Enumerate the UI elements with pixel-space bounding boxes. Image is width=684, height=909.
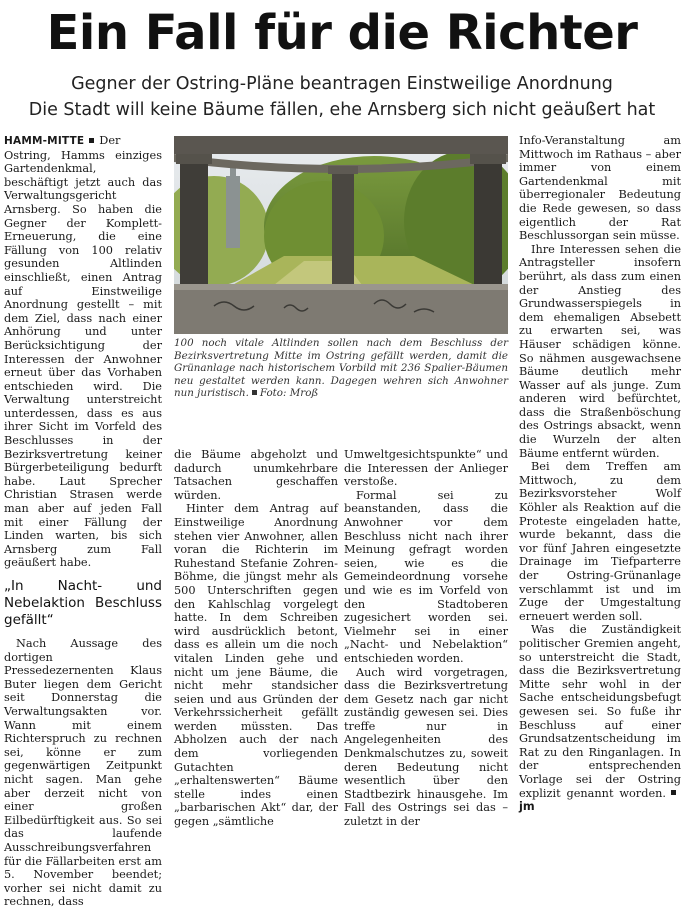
caption-text: 100 noch vitale Altlinden sollen nach dem Beschluss der Bezirksvertretung Mitte im Ostring gefällt werden, damit die Grünanlage nach historischem Vorbild mit 236 Spalier-Bäumen neu gestaltet werden kann. Dagegen wehren sich Anwohner nun juristisch. [174,337,508,400]
paragraph-text: Was die Zuständigkeit politischer Gremien angeht, so unterstreicht die Stadt, dass die Bezirksvertretung Mitte sehr wohl in der Sache entscheidungsbefugt gewesen sei. So fuße ihr Beschluss auf einer Grundsatzentscheidung im Rat zu den Ringanlagen. In der entsprechenden Vorlage sei der Ostring explizit genannt worden. [519,623,681,800]
photo-credit: Foto: Mroß [259,387,319,400]
author-initials: jm [519,800,535,814]
photo-caption [174,337,508,400]
paragraph: Auch wird vorgetragen, dass die Bezirksvertretung dem Gesetz nach gar nicht zuständig gewesen sei. Dies treffe nur in Angelegenheiten des Denkmalschutzes zu, soweit deren Bedeutung nicht wesentlich über den Stadtbezirk hinausgehe. Im Fall des Ostrings sei das – zuletzt in der [344,665,508,829]
paragraph: Umweltgesichtspunkte“ und die Interessen der Anlieger verstoße. [344,448,508,489]
column-4 [519,134,681,814]
section-subhead: „In Nacht- und Nebelaktion Beschluss gefällt“ [4,578,162,628]
column-1 [4,134,162,909]
dateline: HAMM-MITTE [4,135,85,147]
separator-square [252,390,257,395]
column-2 [174,448,338,829]
paragraph: Ihre Interessen sehen die Antragsteller insofern berührt, als dass zum einen der Anstieg des Grundwasserspiegels in dem ehemaligen Absebett zu erwarten sei, was Häuser schädigen könne. So nähmen ausgewachsene Bäume deutlich mehr Wasser auf als junge. Zum anderen wird befürchtet, dass die Straßenböschung des Ostrings absackt, wenn die Wurzeln der alten Bäume entfernt würden. [519,242,681,460]
closing-paragraph [519,623,681,813]
paragraph: Formal sei zu beanstanden, dass die Anwohner vor dem Beschluss nicht nach ihrer Meinung gefragt worden seien, wie es die Gemeindeordnung vorsehe und wie es im Vorfeld von den Stadtoberen zugesichert worden sei. Vielmehr sei in einer „Nacht- und Nebelaktion“ entschieden worden. [344,488,508,665]
park-pavilion-photo [174,136,508,334]
paragraph: Hinter dem Antrag auf Einstweilige Anordnung stehen vier Anwohner, allen voran die Richterin im Ruhestand Stefanie Zohren-Böhme, die jüngst mehr als 500 Unterschriften gegen den Kahlschlag vorgelegt hatte. In dem Schreiben wird ausdrücklich betont, dass es allein um die noch vitalen Linden gehe und nicht um jene Bäume, die nicht mehr standsicher seien und aus Gründen der Verkehrssicherheit gefällt werden müssten. Das Abholzen auch der nach dem vorliegenden Gutachten „erhaltenswerten“ Bäume stelle indes einen „barbarischen Akt“ dar, der gegen „sämtliche [174,502,338,829]
intro-paragraph [4,134,162,570]
intro-text: Der Ostring, Hamms einziges Gartendenkmal, beschäftigt jetzt auch das Verwaltungsgericht Arnsberg. So haben die Gegner der Komplett-Erneuerung, die eine Fällung von 100 relativ gesunden Altlinden einschließt, einen Antrag auf Einstweilige Anordnung gestellt – mit dem Ziel, dass nach einer Anhörung und unter Berücksichtigung der Interessen der Anwohner erneut über das Vorhaben entschieden wird. Die Verwaltung unterstreicht unterdessen, dass es aus ihrer Sicht im Vorfeld des Beschlusses in der Bezirksvertretung keiner Bürgerbeteiligung bedurft habe. Laut Sprecher Christian Strasen werde man aber auf jeden Fall mit einer Fällung der Linden warten, bis sich Arnsberg zum Fall geäußert habe. [4,134,162,570]
column-3 [344,448,508,829]
article-headline: Ein Fall für die Richter [46,5,638,61]
paragraph: Bei dem Treffen am Mittwoch, zu dem Bezirksvorsteher Wolf Köhler als Reaktion auf die Proteste eingeladen hatte, wurde bekannt, dass die vor fünf Jahren eingesetzte Drainage im Tiefparterre der Ostring-Grünanlage verschlammt ist und im Zuge der Umgestaltung erneuert werden soll. [519,460,681,623]
paragraph: Info-Veranstaltung am Mittwoch im Rathaus – aber immer von einem Gartendenkmal mit überregionaler Bedeutung die Rede gewesen, so dass eigentlich der Rat Beschlussorgan sein müsse. [519,134,681,243]
separator-square [89,138,94,143]
subheadline-2: Die Stadt will keine Bäume fällen, ehe Arnsberg sich nicht geäußert hat [28,100,656,120]
article-photo [174,136,508,334]
separator-square [671,790,676,795]
paragraph: Nach Aussage des dortigen Pressedezernenten Klaus Buter liegen dem Gericht seit Donnerstag die Verwaltungsakten vor. Wann mit einem Richterspruch zu rechnen sei, könne er zum gegenwärtigen Zeitpunkt nicht sagen. Man gehe aber derzeit nicht von einer großen Eilbedürftigkeit aus. So sei das laufende Ausschreibungsverfahren für die Fällarbeiten erst am 5. November beendet; vorher sei nicht damit zu rechnen, dass [4,637,162,909]
paragraph: die Bäume abgeholzt und dadurch unumkehrbare Tatsachen geschaffen würden. [174,448,338,502]
subheadline-1: Gegner der Ostring-Pläne beantragen Einstweilige Anordnung [71,74,613,94]
